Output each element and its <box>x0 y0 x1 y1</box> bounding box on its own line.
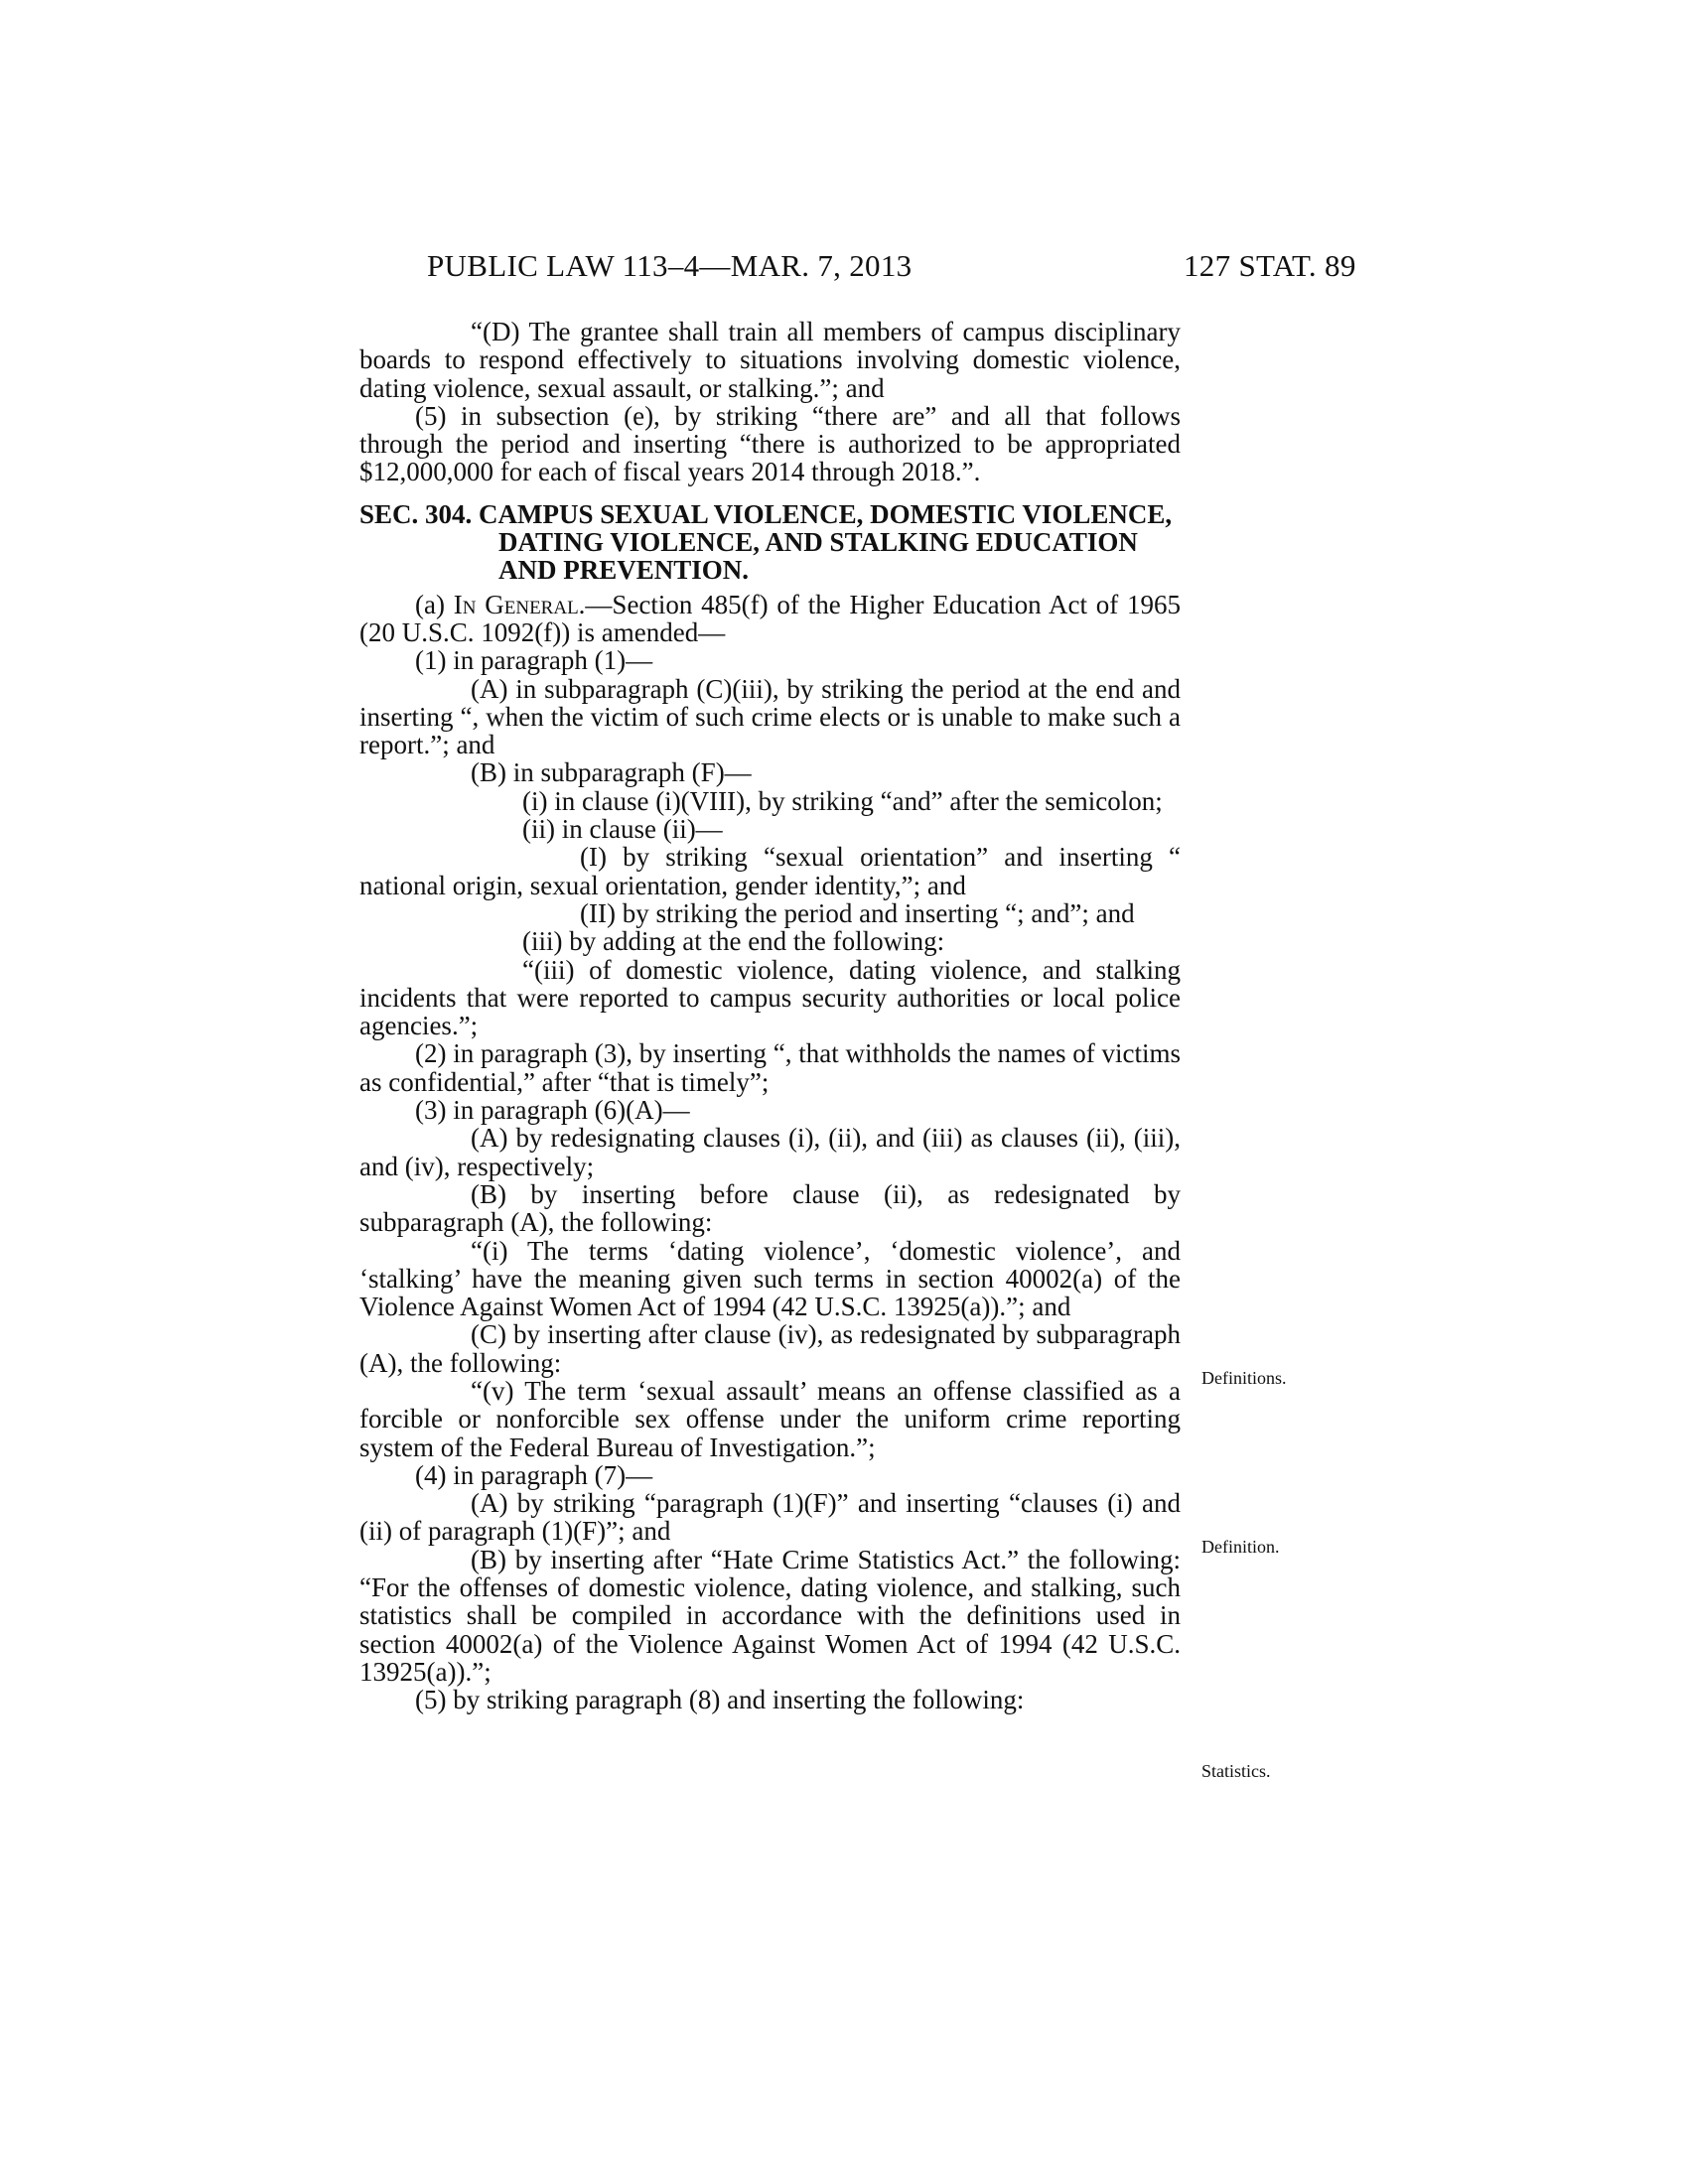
section-heading: SEC. 304. CAMPUS SEXUAL VIOLENCE, DOMESTIC VIOLENCE, DATING VIOLENCE, AND STALKING EDUCATION AND PREVENTION. <box>359 498 1173 586</box>
paragraph-D-grantee: “(D) The grantee shall train all members of campus disciplinary boards to respond effectively to situations involving domestic violence, dating violence, sexual assault, or stalking.”; and <box>359 317 1181 403</box>
item-1B-i: (i) in clause (i)(VIII), by striking “and” after the semicolon; <box>522 785 1163 816</box>
item-3A: (A) by redesignating clauses (i), (ii), and (iii) as clauses (ii), (iii), and (iv), respectively; <box>359 1123 1181 1181</box>
item-4A: (A) by striking “paragraph (1)(F)” and inserting “clauses (i) and (ii) of paragraph (1)(F)”; and <box>359 1488 1181 1547</box>
margin-note-definition: Definition. <box>1201 1537 1280 1557</box>
item-3C-quote: “(v) The term ‘sexual assault’ means an offense classified as a forcible or nonforcible sex offense under the uniform crime reporting system of the Federal Bureau of Investigation.”; <box>359 1375 1181 1462</box>
item-5: (5) by striking paragraph (8) and inserting the following: <box>415 1685 1025 1715</box>
item-1B-iii: (iii) by adding at the end the following: <box>522 926 945 957</box>
spacer <box>359 486 1181 500</box>
item-3C: (C) by inserting after clause (iv), as redesignated by subparagraph (A), the following: <box>359 1319 1181 1378</box>
subsection-a-label: (a) <box>415 589 454 619</box>
item-1B-ii-I: (I) by striking “sexual orientation” and inserting “ national origin, sexual orientation, gender identity,”; and <box>359 842 1181 900</box>
document-body <box>359 318 1181 1714</box>
item-1: (1) in paragraph (1)— <box>415 645 653 676</box>
subsection-a <box>359 591 1181 647</box>
item-1B-iii-quote: “(iii) of domestic violence, dating violence, and stalking incidents that were reported to campus security authorities or local police agencies.”; <box>359 954 1181 1041</box>
margin-note-definitions: Definitions. <box>1201 1368 1287 1388</box>
item-3B: (B) by inserting before clause (ii), as redesignated by subparagraph (A), the following: <box>359 1178 1181 1238</box>
item-3B-quote: “(i) The terms ‘dating violence’, ‘domestic violence’, and ‘stalking’ have the meaning given such terms in section 40002(a) of the Violence Against Women Act of 1994 (42 U.S.C. 13925(a)).”; and <box>359 1235 1181 1322</box>
running-header-title: PUBLIC LAW 113–4—MAR. 7, 2013 <box>427 248 913 283</box>
subsection-a-heading: In General <box>453 589 579 619</box>
item-1B-ii-II: (II) by striking the period and inserting “; and”; and <box>580 897 1135 928</box>
item-1A: (A) in subparagraph (C)(iii), by striking the period at the end and inserting “, when the victim of such crime elects or is unable to make such a report.”; and <box>359 673 1181 760</box>
item-4B: (B) by inserting after “Hate Crime Statistics Act.” the following: “For the offenses of domestic violence, dating violence, and stalking, such statistics shall be compiled in accordance with the definitions used in section 40002(a) of the Violence Against Women Act of 1994 (42 U.S.C. 13925(a)).”; <box>359 1544 1181 1687</box>
subsection-a-text: .—Section 485(f) of the Higher Education Act of 1965 (20 U.S.C. 1092(f)) is amended— <box>359 589 1181 647</box>
paragraph-5-subsection-e: (5) in subsection (e), by striking “there are” and all that follows through the period and inserting “there is authorized to be appropriated $12,000,000 for each of fiscal years 2014 through 2018.”. <box>359 400 1181 487</box>
item-3: (3) in paragraph (6)(A)— <box>415 1095 690 1126</box>
item-4: (4) in paragraph (7)— <box>415 1459 653 1490</box>
margin-note-statistics: Statistics. <box>1201 1761 1271 1781</box>
item-1B-ii: (ii) in clause (ii)— <box>522 814 723 845</box>
item-1B: (B) in subparagraph (F)— <box>471 757 752 788</box>
page-number: 127 STAT. 89 <box>1184 248 1356 283</box>
item-2: (2) in paragraph (3), by inserting “, that withholds the names of victims as confidential,” after “that is timely”; <box>359 1038 1181 1097</box>
